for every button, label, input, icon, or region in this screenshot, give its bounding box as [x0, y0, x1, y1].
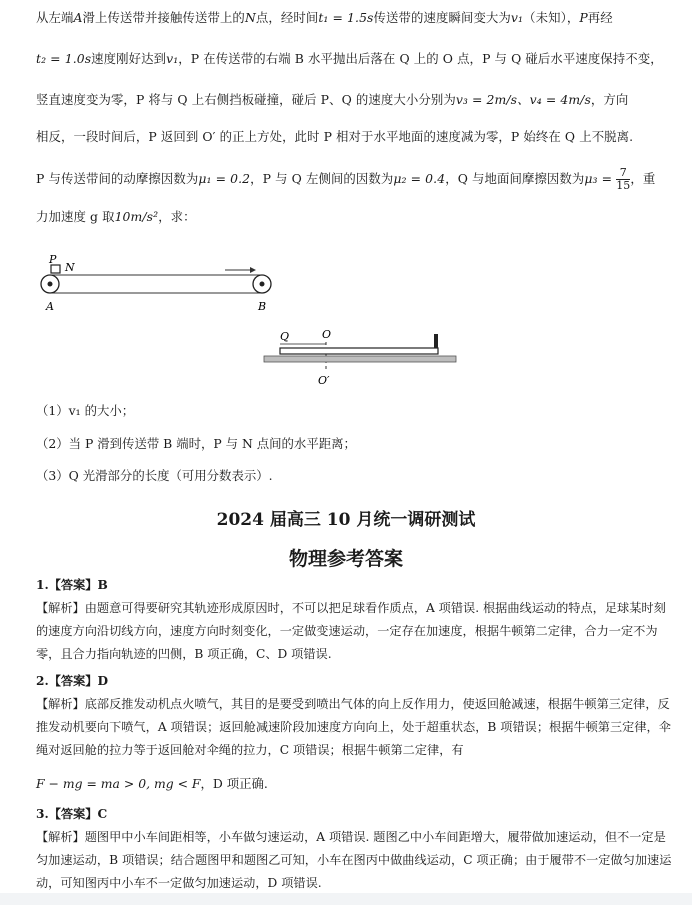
problem-line-5: P 与传送带间的动摩擦因数为μ₁ = 0.2，P 与 Q 左侧间的因数为μ₂ = 0.4，Q 与地面间摩擦因数为μ₃ = $\frac{7}{15}$ ，重 — [36, 166, 656, 192]
question-1: （1）v₁ 的大小； — [36, 403, 135, 418]
answer-2-equation: F − mg = ma > 0, mg < F，D 项正确. — [36, 776, 268, 791]
problem-line-1: 从左端A滑上传送带并接触传送带上的N点，经时间t₁ = 1.5s传送带的速度瞬间变大为v₁（未知），P再经 — [36, 10, 613, 25]
answer-1-head: 1.【答案】B — [36, 578, 108, 592]
problem-line-6: 力加速度 g 取10m/s²，求： — [36, 209, 196, 224]
label-P: P — [49, 253, 57, 266]
pulley-B-axle — [260, 282, 265, 287]
exam-title: 2024 届高三 10 月统一调研测试 — [216, 510, 476, 530]
answer-2-head: 2.【答案】D — [36, 674, 109, 688]
label-O-prime: O′ — [318, 374, 330, 387]
label-A: A — [46, 300, 54, 313]
board-Q — [280, 348, 438, 354]
velocity-arrowhead — [250, 267, 256, 273]
block-P — [51, 265, 60, 273]
mu3-fraction: $\frac{7}{15}$ — [616, 166, 631, 192]
question-3: （3）Q 光滑部分的长度（可用分数表示）. — [36, 468, 273, 483]
answer-3-body: 【解析】题图甲中小车间距相等，小车做匀速运动，A 项错误. 题图乙中小车间距增大，履带做加速运动，但不一定是匀加速运动，B 项错误；结合题图甲和题图乙可知，小车在图丙中做曲线运动，C 项正确；由于履带不一定做匀加速运动，可知图丙中小车不一定做匀加速运动，D 项错误. — [36, 830, 672, 890]
label-B: B — [258, 300, 267, 313]
problem-line-3: 竖直速度变为零，P 将与 Q 上右侧挡板碰撞，碰后 P、Q 的速度大小分别为v₃ = 2m/s、v₄ = 4m/s，方向 — [36, 92, 629, 107]
question-2: （2）当 P 滑到传送带 B 端时，P 与 N 点间的水平距离； — [36, 436, 356, 451]
conveyor-diagram — [40, 248, 300, 318]
problem-line-4: 相反，一段时间后，P 返回到 O′ 的正上方处，此时 P 相对于水平地面的速度减为零，P 始终在 Q 上不脱离. — [36, 129, 634, 144]
page-bottom-strip — [0, 893, 692, 905]
pulley-A-axle — [48, 282, 53, 287]
board-diagram — [260, 326, 460, 390]
answer-title: 物理参考答案 — [288, 548, 403, 570]
answer-1-body: 【解析】由题意可得要研究其轨迹形成原因时，不可以把足球看作质点，A 项错误. 根据曲线运动的特点，足球某时刻的速度方向沿切线方向，速度方向时刻变化，一定做变速运动，一定存在加速度，根据牛顿第二定律，合力一定不为零，且合力指向轨迹的凹侧，B 项正确，C、D 项错误. — [36, 601, 666, 661]
label-O: O — [322, 328, 332, 341]
label-Q: Q — [280, 330, 290, 343]
label-N: N — [65, 261, 75, 274]
answer-3-head: 3.【答案】C — [36, 807, 108, 821]
answer-2-body: 【解析】底部反推发动机点火喷气，其目的是要受到喷出气体的向上反作用力，使返回舱减速，根据牛顿第三定律，反推发动机要向下喷气，A 项错误；返回舱减速阶段加速度方向向上，处于超重状态，B 项错误；根据牛顿第三定律，伞绳对返回舱的拉力等于返回舱对伞绳的拉力，C 项错误；根据牛顿第二定律，有 — [36, 697, 671, 757]
right-baffle — [434, 334, 438, 348]
problem-line-2: t₂ = 1.0s速度刚好达到v₁，P 在传送带的右端 B 水平抛出后落在 Q 上的 O 点，P 与 Q 碰后水平速度保持不变， — [36, 51, 663, 66]
ground — [264, 356, 456, 362]
